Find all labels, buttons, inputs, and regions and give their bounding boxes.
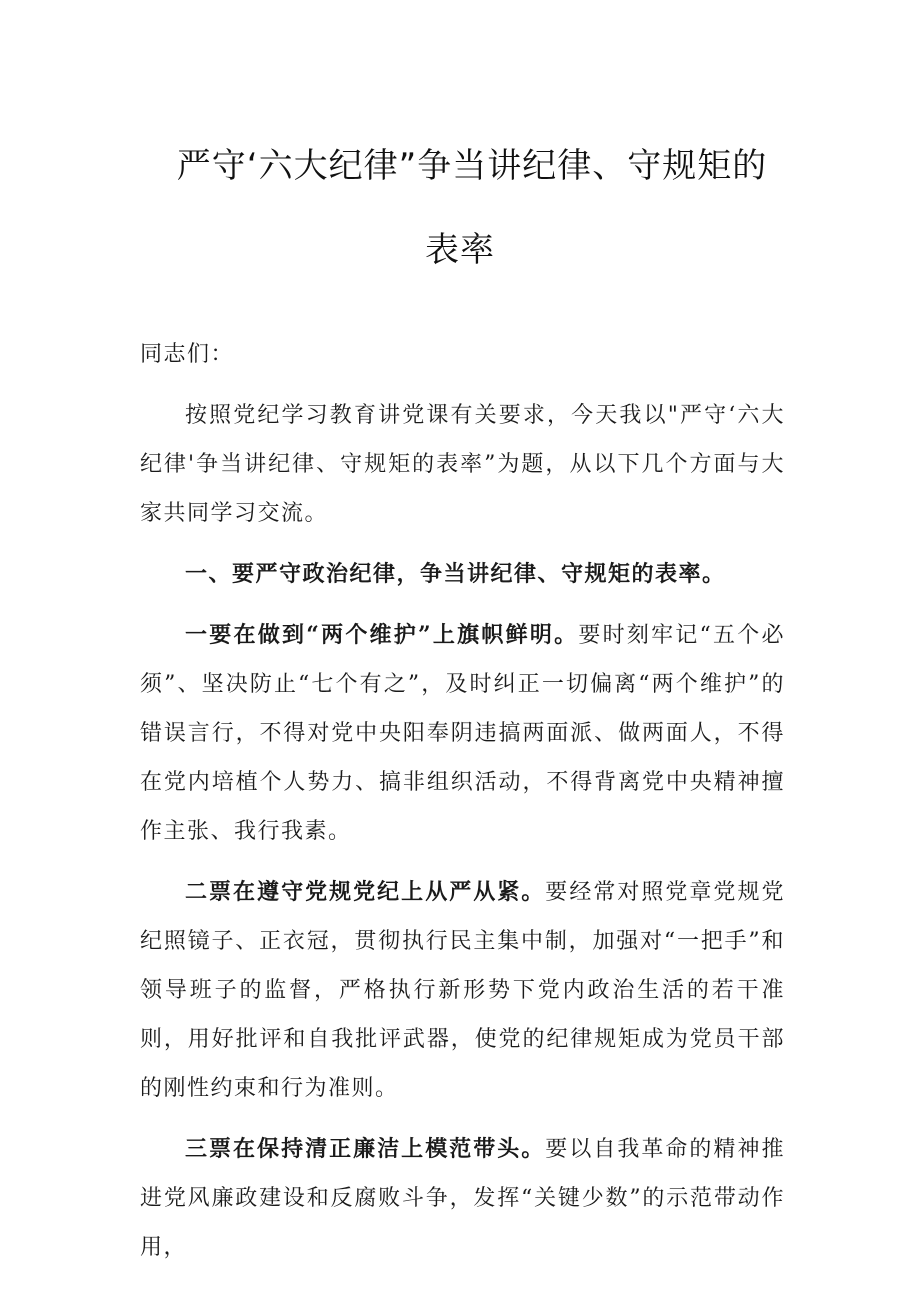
point-lead-1: 一要在做到“两个维护”上旗帜鲜明。 (185, 622, 579, 648)
point-lead-3: 三票在保持清正廉洁上模范带头。 (185, 1136, 546, 1162)
point-text-1: 要时刻牢记“五个必须”、坚决防止“七个有之”，及时纠正一切偏离“两个维护”的错误言行，不得对党中央阳奉阴违搞两面派、做两面人，不得在党内培植个人势力、搞非组织活动，不得背离党中央精神擅作主张、我行我素。 (140, 623, 786, 844)
salutation: 同志们： (140, 342, 235, 367)
document-title-line-2: 表率 (425, 230, 495, 270)
point-text-2: 要经常对照党章党规党纪照镜子、正衣冠，贯彻执行民主集中制，加强对“一把手”和领导班子的监督，严格执行新形势下党内政治生活的若干准则，用好批评和自我批评武器，使党的纪律规矩成为党员干部的刚性约束和行为准则。 (140, 880, 785, 1101)
intro-paragraph: 按照党纪学习教育讲党课有关要求，今天我以"严守‘六大纪律'争当讲纪律、守规矩的表率”为题，从以下几个方面与大家共同学习交流。 (140, 403, 785, 526)
point-paragraph-3 (140, 1125, 785, 1272)
document-title-line-1: 严守‘六大纪律”争当讲纪律、守规矩的 (176, 146, 768, 186)
section-heading-1: 一、要严守政治纪律，争当讲纪律、守规矩的表率。 (185, 561, 726, 587)
point-text-3: 要以自我革命的精神推进党风廉政建设和反腐败斗争，发挥“关键少数”的示范带动作用， (140, 1137, 785, 1260)
point-lead-2: 二票在遵守党规党纪上从严从紧。 (185, 879, 546, 905)
document-body (140, 330, 785, 1272)
point-paragraph-2 (140, 868, 785, 1113)
point-paragraph-1 (140, 611, 785, 856)
